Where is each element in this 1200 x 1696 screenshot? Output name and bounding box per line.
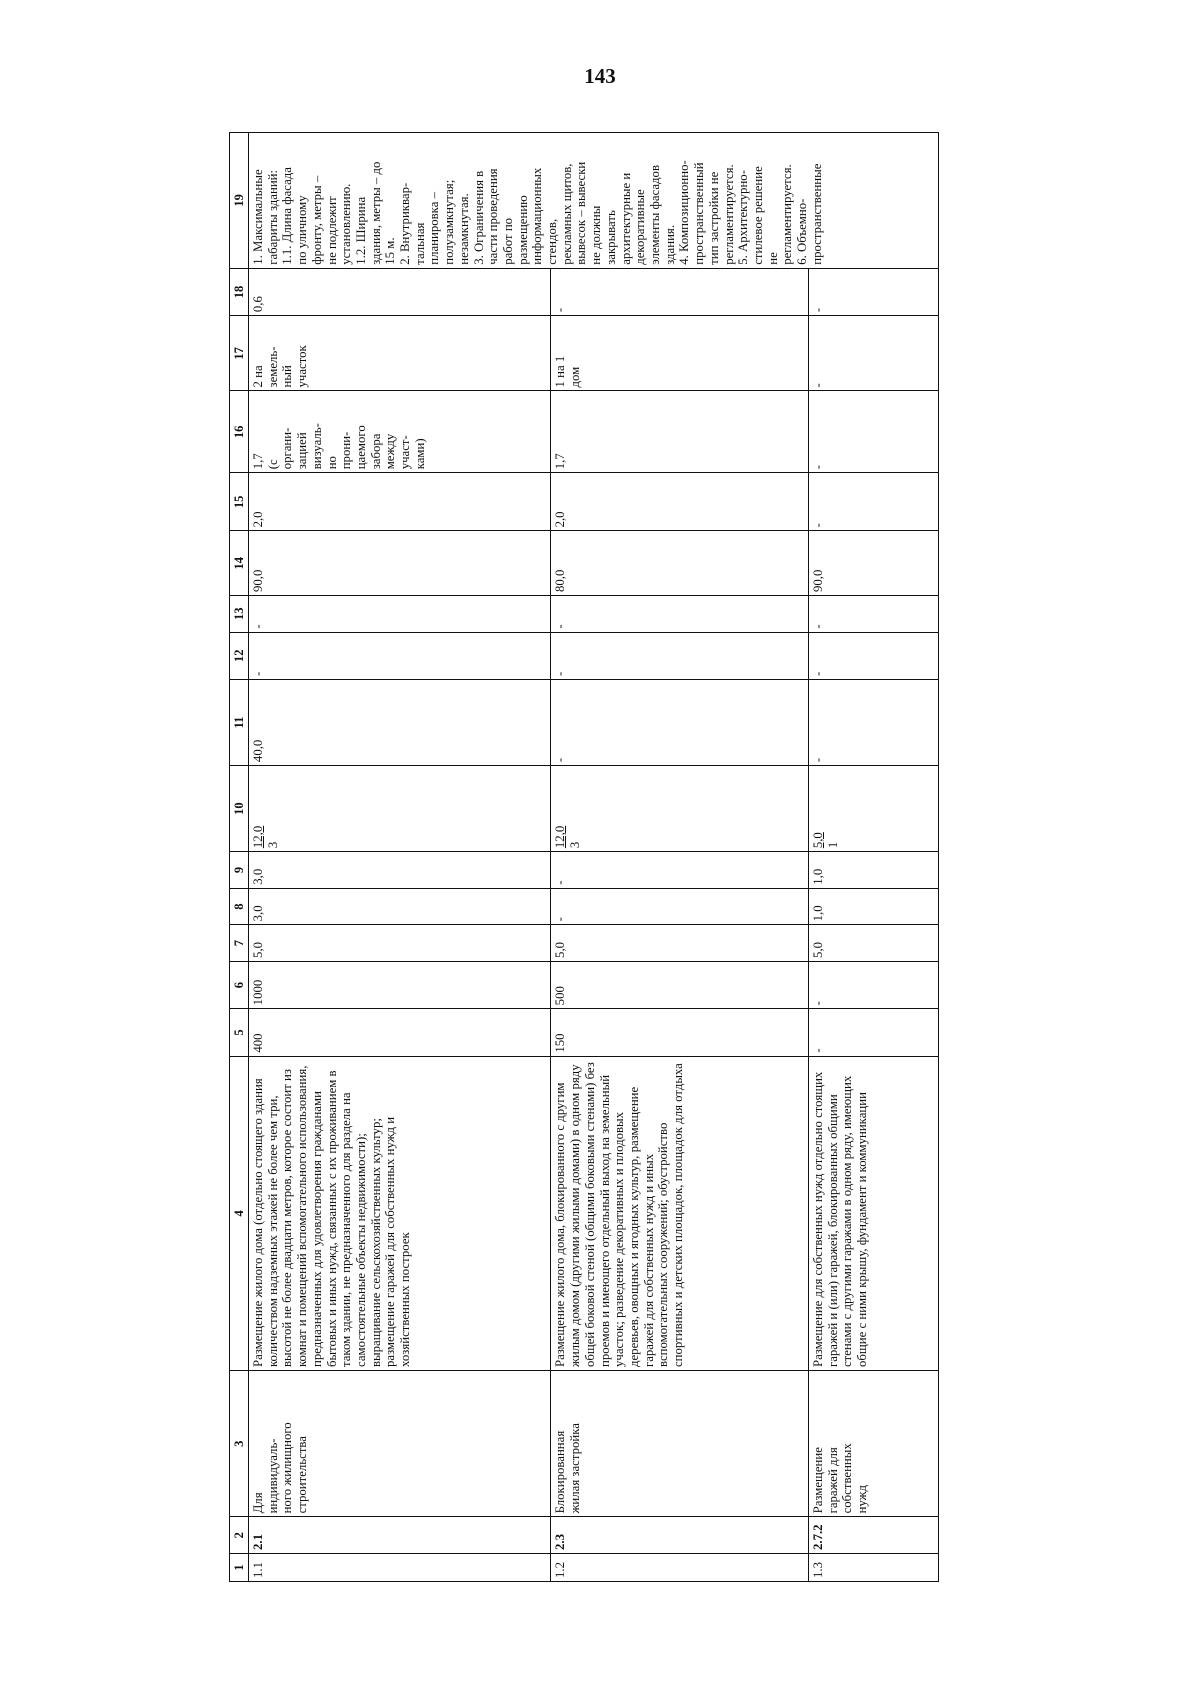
regulations-table	[229, 132, 939, 1582]
cell-col7: 5,0	[808, 925, 938, 962]
row-number: 1.3	[808, 1554, 938, 1582]
cell-col14: 90,0	[249, 531, 551, 596]
row-number: 1.1	[249, 1554, 551, 1582]
cell-col16: 1,7	[551, 391, 808, 473]
land-use-description: Размещение жилого дома, блокированного с другим жилым домом (другими жилыми домами) в одном ряду общей боковой стеной (общими боковыми стенами) без проемов и имеющего отдельный выход на земельный участок; разведение декоративных и плодовых деревьев, овощных и ягодных культур, размещение гаражей для собственных нужд и иных вспомогательных сооружений; обустройство спортивных и детских площадок, площадок для отдыха	[551, 1056, 808, 1370]
fraction-denominator: 3	[265, 841, 280, 849]
col-header: 1	[230, 1554, 249, 1582]
col-header: 8	[230, 888, 249, 925]
cell-col5: 150	[551, 1009, 808, 1056]
land-use-description: Размещение жилого дома (отдельно стоящего здания количеством надземных этажей не более чем три, высотой не более двадцати метров, которое состоит из комнат и помещений вспомогательного использования, предназначенных для удовлетворения гражданами бытовых и иных нужд, связанных с их проживанием в таком здании, не предназначенного для раздела на самостоятельные объекты недвижимости); выращивание сельскохозяйственных культур; размещение гаражей для собственных нужд и хозяйственных построек	[249, 1056, 551, 1370]
cell-col11: 40,0	[249, 679, 551, 765]
cell-col8: 1,0	[808, 888, 938, 925]
row-number: 1.2	[551, 1554, 808, 1582]
col-header: 16	[230, 391, 249, 473]
land-use-name: Блокированная жилая застройка	[551, 1371, 808, 1517]
page-number: 143	[584, 64, 616, 88]
fraction-denominator: 1	[825, 841, 840, 849]
land-use-code: 2.7.2	[808, 1517, 938, 1554]
header-row	[230, 133, 249, 1582]
cell-col12: -	[808, 632, 938, 679]
cell-col15: -	[808, 473, 938, 531]
col-header: 7	[230, 925, 249, 962]
col-header: 3	[230, 1371, 249, 1517]
cell-col15: 2,0	[551, 473, 808, 531]
land-use-name: Для индивидуаль- ного жилищного строительства	[249, 1371, 551, 1517]
cell-col14: 90,0	[808, 531, 938, 596]
cell-col11: -	[551, 679, 808, 765]
cell-col13: -	[551, 596, 808, 633]
cell-col12: -	[551, 632, 808, 679]
table-row	[808, 133, 938, 1582]
cell-col18: -	[551, 268, 808, 315]
col-header: 6	[230, 961, 249, 1008]
cell-col7: 5,0	[249, 925, 551, 962]
cell-col7: 5,0	[551, 925, 808, 962]
col-header: 2	[230, 1517, 249, 1554]
col-header: 9	[230, 852, 249, 889]
col-header: 19	[230, 133, 249, 269]
col-header: 14	[230, 531, 249, 596]
col-header: 11	[230, 679, 249, 765]
cell-col9: -	[551, 852, 808, 889]
fraction-numerator: 12,0	[251, 825, 265, 849]
cell-col5: -	[808, 1009, 938, 1056]
cell-col14: 80,0	[551, 531, 808, 596]
cell-col8: -	[551, 888, 808, 925]
rotated-table-container	[229, 132, 939, 1582]
cell-col10	[551, 766, 808, 852]
cell-col15: 2,0	[249, 473, 551, 531]
fraction-denominator: 3	[568, 841, 583, 849]
land-use-code: 2.1	[249, 1517, 551, 1554]
col-header: 17	[230, 316, 249, 391]
cell-col17: 2 на земель- ный участок	[249, 316, 551, 391]
cell-col18: 0,6	[249, 268, 551, 315]
fraction-numerator: 5,0	[810, 832, 825, 849]
col-header: 15	[230, 473, 249, 531]
cell-col9: 3,0	[249, 852, 551, 889]
col-header: 4	[230, 1056, 249, 1370]
col-header: 10	[230, 766, 249, 852]
cell-col6: 500	[551, 961, 808, 1008]
cell-col6: -	[808, 961, 938, 1008]
cell-col8: 3,0	[249, 888, 551, 925]
cell-col12: -	[249, 632, 551, 679]
cell-col17: 1 на 1 дом	[551, 316, 808, 391]
cell-col9: 1,0	[808, 852, 938, 889]
architectural-requirements: 1. Максимальные габариты зданий: 1.1. Длина фасада по уличному фронту, метры – не подлежит установлению. 1.2. Ширина здания, метры – до 15 м. 2. Внутриквар- тальная планировка – полузамкнутая; незамкнутая. 3. Ограничения в части проведения работ по размещению информационных стендов, рекламных щитов, вывесок – вывески не должны закрывать архитектурные и декоративные элементы фасадов здания. 4. Композиционно- пространственный тип застройки не регламентируется. 5. Архитектурно- стилевое решение не регламентируется. 6. Объемно- пространственные	[249, 133, 939, 269]
cell-col5: 400	[249, 1009, 551, 1056]
col-header: 13	[230, 596, 249, 633]
col-header: 12	[230, 632, 249, 679]
table-row	[249, 133, 551, 1582]
cell-col16: 1,7 (с органи- зацией визуаль- но прони- цаемого забора между участ- ками)	[249, 391, 551, 473]
land-use-name: Размещение гаражей для собственных нужд	[808, 1371, 938, 1517]
cell-col18: -	[808, 268, 938, 315]
land-use-description: Размещение для собственных нужд отдельно стоящих гаражей и (или) гаражей, блокированных общими стенами с другими гаражами в одном ряду, имеющих общие с ними крышу, фундамент и коммуникации	[808, 1056, 938, 1370]
land-use-code: 2.3	[551, 1517, 808, 1554]
cell-col11: -	[808, 679, 938, 765]
cell-col13: -	[249, 596, 551, 633]
cell-col10	[249, 766, 551, 852]
cell-col16: -	[808, 391, 938, 473]
cell-col13: -	[808, 596, 938, 633]
col-header: 18	[230, 268, 249, 315]
col-header: 5	[230, 1009, 249, 1056]
cell-col6: 1000	[249, 961, 551, 1008]
cell-col17: -	[808, 316, 938, 391]
fraction-numerator: 12,0	[553, 825, 568, 849]
cell-col10	[808, 766, 938, 852]
table-row	[551, 133, 808, 1582]
